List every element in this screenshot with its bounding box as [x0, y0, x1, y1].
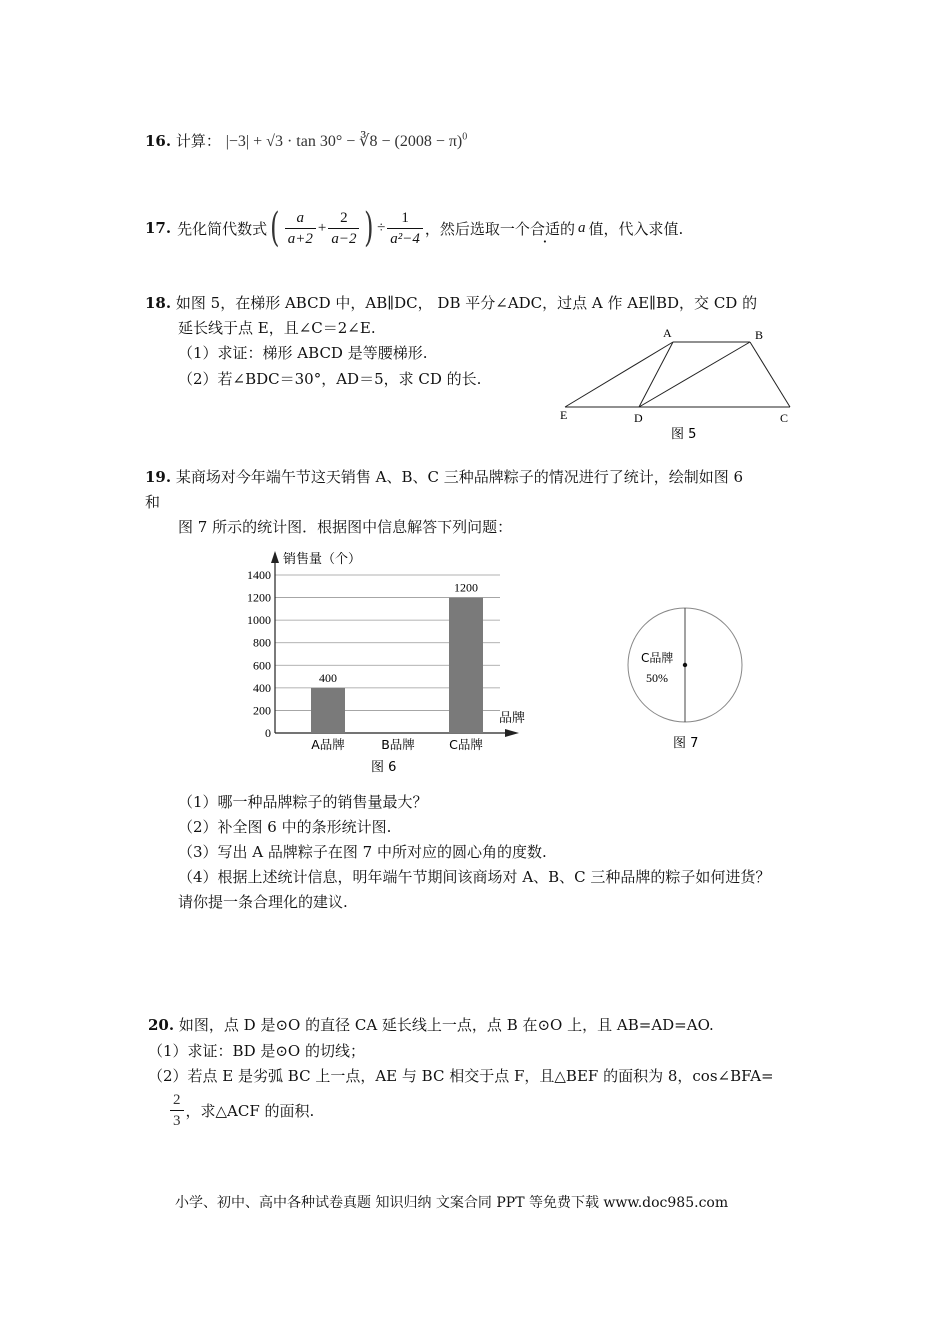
x-tick-label: C品牌	[449, 737, 483, 752]
question-number: 19.	[145, 468, 172, 486]
question-number: 18.	[145, 294, 172, 312]
y-tick-label: 600	[253, 658, 271, 673]
point-label-b: B	[755, 328, 764, 342]
question-text: ，求△ACF 的面积.	[185, 1102, 315, 1120]
plus-sign: +	[317, 219, 327, 236]
y-tick-label: 800	[253, 635, 271, 650]
question-17	[145, 203, 683, 253]
question-text: 和	[145, 493, 161, 511]
question-number: 20.	[148, 1016, 175, 1034]
point-label-e: E	[560, 408, 568, 422]
question-18	[145, 292, 757, 313]
y-tick-label: 1400	[247, 568, 271, 582]
y-tick-label: 0	[265, 726, 271, 740]
x-tick-label: A品牌	[311, 737, 345, 752]
emphasized-text: 合适 ·	[530, 218, 560, 239]
question-text: 如图，点 D 是⊙O 的直径 CA 延长线上一点，点 B 在⊙O 上，且 AB=AD=AO.	[178, 1016, 714, 1034]
chart-caption: 图 6	[371, 760, 397, 775]
point-label-d: D	[634, 411, 643, 425]
right-paren: )	[364, 205, 374, 251]
sub-question: （1）求证：梯形 ABCD 是等腰梯形.	[178, 344, 428, 362]
sub-question: （3）写出 A 品牌粽子在图 7 中所对应的圆心角的度数.	[178, 843, 547, 861]
sub-question: （1）哪一种品牌粽子的销售量最大？	[178, 793, 428, 811]
question-text: 图 7 所示的统计图．根据图中信息解答下列问题：	[178, 518, 513, 536]
data-label: 1200	[454, 580, 478, 595]
x-axis-label: 品牌	[499, 711, 526, 726]
fraction-1: $\frac{a}{a+2}$	[285, 208, 316, 249]
sub-question-continued	[168, 1090, 314, 1131]
y-tick-label: 1200	[247, 590, 271, 605]
question-text: 某商场对今年端午节这天销售 A、B、C 三种品牌粽子的情况进行了统计，绘制如图 6	[175, 468, 744, 486]
bar-a	[311, 688, 345, 733]
pie-slice-percent: 50%	[646, 671, 668, 685]
question-text: 如图 5，在梯形 ABCD 中，AB∥DC， DB 平分∠ADC，过点 A 作 AE∥BD，交 CD 的	[175, 294, 758, 312]
question-text: ，然后选取一个	[424, 219, 530, 238]
question-text: 延长线于点 E，且∠C＝2∠E.	[178, 319, 376, 337]
bar-c	[449, 598, 483, 733]
question-prefix: 先化简代数式	[177, 219, 268, 238]
question-text: 的	[559, 219, 575, 238]
variable-a: a	[577, 219, 586, 236]
data-label: 400	[319, 670, 337, 685]
math-expression: |−3| + √3 · tan 30° − ∛8 − $(2008 - \pi)^0$	[225, 131, 468, 150]
point-label-a: A	[663, 326, 672, 340]
line-bc	[750, 342, 790, 407]
sub-question: （2）若点 E 是劣弧 BC 上一点，AE 与 BC 相交于点 F，且△BEF 的面积为 8，cos∠BFA=	[148, 1067, 774, 1085]
question-20	[148, 1014, 714, 1035]
y-tick-label: 1000	[247, 613, 271, 628]
x-axis-arrow	[505, 729, 519, 737]
question-label: 计算：	[175, 132, 221, 150]
trapezoid-figure	[555, 322, 805, 447]
pie-chart	[620, 600, 755, 755]
question-text: 值，代入求值.	[588, 219, 684, 238]
figure-caption: 图 5	[671, 427, 697, 442]
chart-caption: 图 7	[673, 736, 699, 751]
sub-question: 请你提一条合理化的建议.	[178, 893, 348, 911]
sub-question: （2）若∠BDC＝30°，AD＝5，求 CD 的长.	[178, 370, 482, 388]
x-tick-label: B品牌	[381, 737, 415, 752]
y-tick-label: 400	[253, 680, 271, 695]
sub-question: （4）根据上述统计信息，明年端午节期间该商场对 A、B、C 三种品牌的粽子如何进货？	[178, 868, 771, 886]
sub-question: （2）补全图 6 中的条形统计图.	[178, 818, 392, 836]
question-number: 17.	[145, 219, 172, 237]
y-tick-label: 200	[253, 703, 271, 718]
pie-center	[683, 663, 687, 667]
question-16	[145, 130, 467, 151]
divide-sign: ÷	[377, 219, 386, 236]
left-paren: (	[270, 205, 280, 251]
fraction-2: $\frac{2}{a-2}$	[328, 208, 359, 249]
fraction-two-thirds: $\frac{2}{3}$	[170, 1090, 184, 1131]
sub-question: （1）求证：BD 是⊙O 的切线；	[148, 1042, 365, 1060]
bar-chart	[235, 545, 535, 780]
point-label-c: C	[780, 411, 789, 425]
fraction-3: $\frac{1}{\text{a²−4}}$	[387, 208, 423, 249]
question-number: 16.	[145, 132, 172, 150]
line-ae	[565, 342, 673, 407]
pie-slice-label: C品牌	[641, 651, 674, 665]
question-19	[145, 466, 743, 487]
page-footer: 小学、初中、高中各种试卷真题 知识归纳 文案合同 PPT 等免费下载 www.doc985.com	[175, 1195, 729, 1211]
y-axis-label: 销售量（个）	[283, 552, 362, 567]
y-axis-arrow	[271, 551, 279, 563]
